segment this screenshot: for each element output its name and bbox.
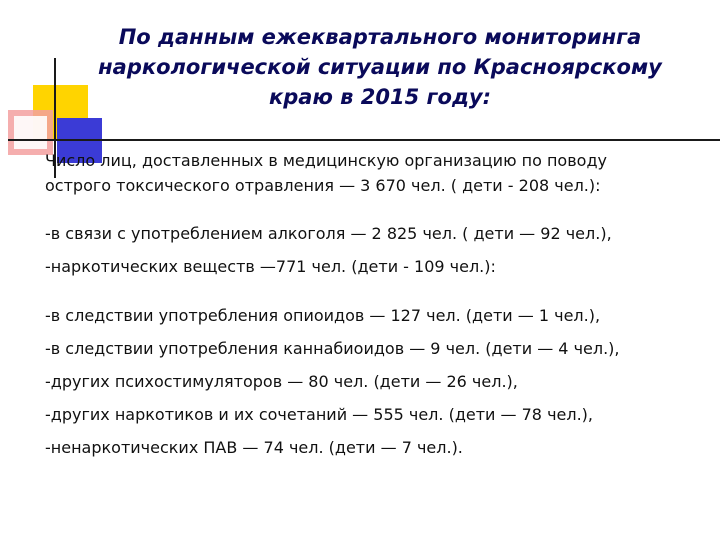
intro-line-2: острого токсического отравления — 3 670 чел. ( дети - 208 чел.): (45, 176, 601, 195)
intro-paragraph (45, 148, 705, 198)
slide-body (45, 148, 705, 468)
intro-line-1: Число лиц, доставленных в медицинскую организацию по поводу (45, 151, 607, 170)
white-square (14, 116, 47, 149)
list-item-non-narcotic: -ненаркотических ПАВ — 74 чел. (дети — 7 чел.). (45, 438, 463, 457)
list-item-opioids: -в следствии употребления опиоидов — 127 чел. (дети — 1 чел.), (45, 306, 601, 325)
list-item-other-drugs: -других наркотиков и их сочетаний — 555 чел. (дети — 78 чел.), (45, 405, 593, 424)
list-item-alcohol: -в связи с употреблением алкоголя — 2 825 чел. ( дети — 92 чел.), (45, 224, 612, 243)
list-item-narcotics: -наркотических веществ —771 чел. (дети - 109 чел.): (45, 257, 496, 276)
slide-title: По данным ежеквартального мониторинга наркологической ситуации по Красноярскому краю в 2015 году: (98, 25, 662, 109)
list-item-cannabinoids: -в следствии употребления каннабиоидов — 9 чел. (дети — 4 чел.), (45, 339, 620, 358)
list-item-psychostimulants: -других психостимуляторов — 80 чел. (дети — 26 чел.), (45, 372, 518, 391)
